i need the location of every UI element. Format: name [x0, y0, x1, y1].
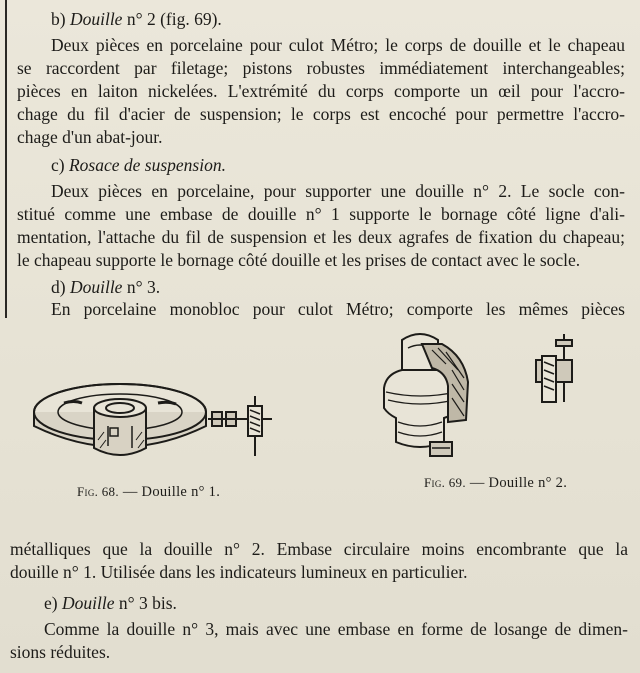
section-letter: b)	[51, 9, 66, 29]
figure-68-drawing	[22, 370, 292, 485]
paragraph-line: chage d'un abat-jour.	[17, 127, 163, 147]
figure-68-caption	[77, 484, 220, 501]
paragraph-line: Deux pièces en porcelaine pour culot Métro; le corps de douille et le chapeau	[51, 35, 625, 55]
section-name: Douille	[61, 593, 115, 613]
figure-caption-text: — Douille n° 1.	[122, 484, 221, 500]
figure-69-drawing	[372, 330, 592, 470]
paragraph-line: le chapeau supporte le bornage côté douille et les prises de contact avec le socle.	[17, 250, 581, 270]
paragraph-line: Comme la douille n° 3, mais avec une embase en forme de losange de dimen-	[44, 619, 628, 639]
paragraph-line: stitué comme une embase de douille n° 1 supporte le bornage côté ligne d'ali-	[17, 204, 625, 224]
paragraph-line: pièces en laiton nickelées. L'extrémité du corps comporte un œil pour l'accro-	[17, 81, 625, 101]
section-letter: c)	[51, 155, 65, 175]
figure-caption-text: — Douille n° 2.	[469, 475, 568, 491]
section-name: Douille	[69, 277, 123, 297]
figure-label: Fig. 68.	[77, 484, 119, 499]
section-e-heading	[44, 592, 177, 614]
section-number: n° 2 (fig. 69).	[126, 9, 222, 29]
paragraph-line: Deux pièces en porcelaine, pour supporter une douille n° 2. Le socle con-	[51, 181, 625, 201]
paragraph-line: métalliques que la douille n° 2. Embase circulaire moins encombrante que la	[10, 539, 628, 559]
paragraph-line: douille n° 1. Utilisée dans les indicateurs lumineux en particulier.	[10, 562, 468, 582]
margin-rule	[5, 0, 7, 318]
section-number: n° 3 bis.	[118, 593, 177, 613]
paragraph-line: mentation, l'attache du fil de suspension et les deux agrafes de fixation du chapeau;	[17, 227, 625, 247]
figure-69-caption	[424, 475, 567, 492]
paragraph-line: chage du fil d'acier de suspension; le corps est encoché pour permettre l'accro-	[17, 104, 625, 124]
section-b-heading	[51, 8, 222, 30]
paragraph-line: sions réduites.	[10, 642, 111, 662]
section-d-heading	[51, 276, 160, 298]
section-letter: d)	[51, 277, 66, 297]
section-number: n° 3.	[126, 277, 161, 297]
figure-label: Fig. 69.	[424, 475, 466, 490]
section-name: Rosace de suspension.	[68, 155, 226, 175]
section-name: Douille	[69, 9, 123, 29]
section-letter: e)	[44, 593, 58, 613]
paragraph-line: En porcelaine monobloc pour culot Métro; comporte les mêmes pièces	[51, 299, 625, 319]
section-c-heading	[51, 154, 226, 176]
paragraph-line: se raccordent par filetage; pistons robustes immédiatement interchangeables;	[17, 58, 625, 78]
